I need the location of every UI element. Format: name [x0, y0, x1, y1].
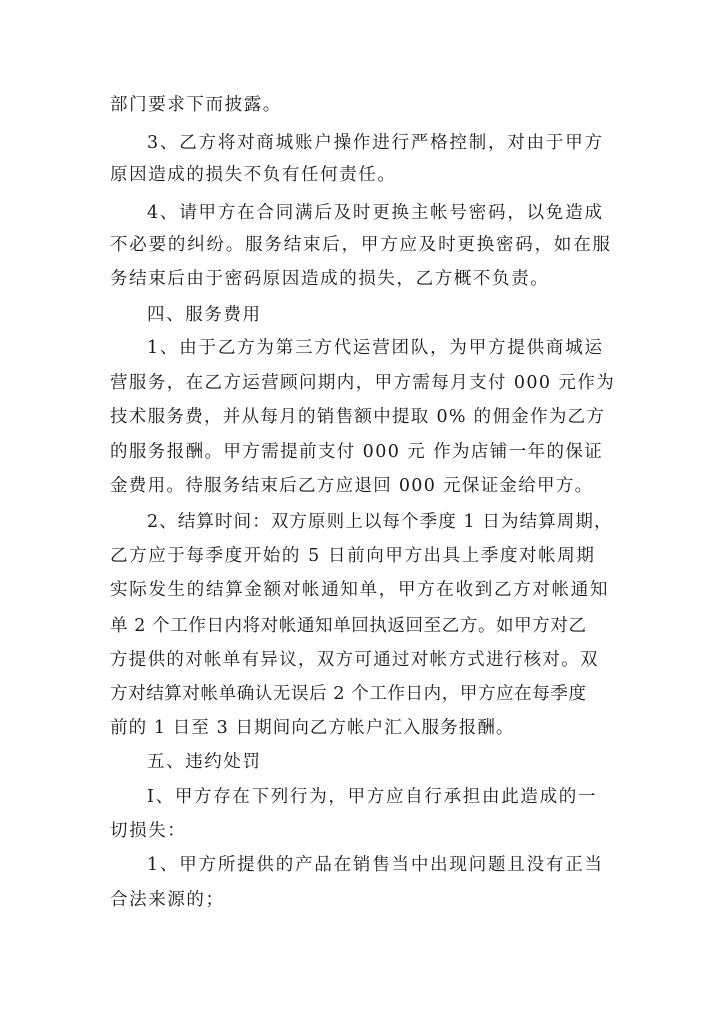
paragraph-line: 合法来源的；: [110, 890, 225, 910]
paragraph-line: 务结束后由于密码原因造成的损失，乙方概不负责。: [110, 269, 550, 289]
paragraph-line: 4、请甲方在合同满后及时更换主帐号密码，以免造成: [147, 203, 604, 223]
paragraph-line: 2、结算时间：双方原则上以每个季度 1 日为结算周期，: [147, 512, 613, 532]
paragraph-line: 3、乙方将对商城账户操作进行严格控制，对由于甲方: [147, 133, 604, 153]
paragraph-line: 1、由于乙方为第三方代运营团队，为甲方提供商城运: [147, 338, 604, 358]
paragraph-line: 切损失：: [110, 821, 187, 841]
section-heading: 五、违约处罚: [147, 752, 262, 772]
paragraph-line: I、甲方存在下列行为，甲方应自行承担由此造成的一: [147, 787, 598, 807]
paragraph-line: 实际发生的结算金额对帐通知单，甲方在收到乙方对帐通知: [110, 580, 610, 600]
paragraph-line: 部门要求下而披露。: [110, 95, 282, 115]
section-heading: 四、服务费用: [147, 305, 262, 325]
paragraph-line: 营服务，在乙方运营顾问期内，甲方需每月支付 000 元作为: [110, 373, 616, 393]
paragraph-line: 技术服务费，并从每月的销售额中提取 0% 的佣金作为乙方: [110, 407, 606, 427]
paragraph-line: 1、甲方所提供的产品在销售当中出现问题且没有正当: [147, 855, 604, 875]
paragraph-line: 金费用。待服务结束后乙方应退回 000 元保证金给甲方。: [110, 476, 594, 496]
paragraph-line: 方提供的对帐单有异议，双方可通过对帐方式进行核对。双: [110, 650, 599, 670]
paragraph-line: 不必要的纠纷。服务结束后，甲方应及时更换密码，如在服: [110, 235, 612, 255]
paragraph-line: 原因造成的损失不负有任何责任。: [110, 165, 397, 185]
paragraph-line: 单 2 个工作日内将对帐通知单回执返回至乙方。如甲方对乙: [110, 616, 587, 636]
paragraph-line: 前的 1 日至 3 日期间向乙方帐户汇入服务报酬。: [110, 718, 515, 738]
paragraph-line: 方对结算对帐单确认无误后 2 个工作日内，甲方应在每季度: [110, 684, 587, 704]
paragraph-line: 乙方应于每季度开始的 5 日前向甲方出具上季度对帐周期: [110, 546, 596, 566]
paragraph-line: 的服务报酬。甲方需提前支付 000 元 作为店铺一年的保证: [110, 442, 604, 462]
